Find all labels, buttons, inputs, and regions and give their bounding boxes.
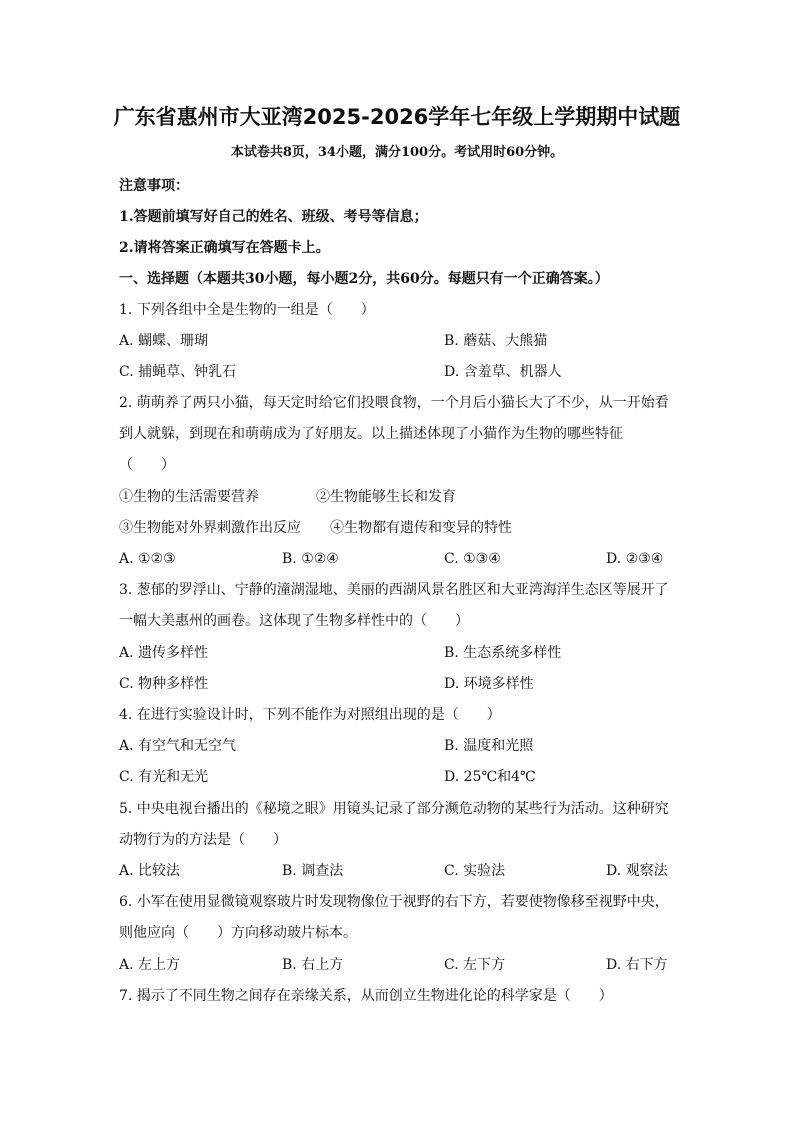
q2-statement-3: ③生物能对外界刺激作出反应 xyxy=(119,520,301,536)
q3-option-a: A. 遗传多样性 xyxy=(119,645,209,661)
q5-option-d: D. 观察法 xyxy=(606,863,668,879)
q3-option-b: B. 生态系统多样性 xyxy=(444,645,562,661)
q2-statement-2: ②生物能够生长和发育 xyxy=(316,489,456,505)
page-title: 广东省惠州市大亚湾2025-2026学年七年级上学期期中试题 xyxy=(113,105,681,129)
q6-option-b: B. 右上方 xyxy=(282,957,344,973)
question-2-stem-line-1: 2. 萌萌养了两只小猫，每天定时给它们投喂食物，一个月后小猫长大了不少，从一开始看 xyxy=(119,395,669,411)
note-item-2: 2.请将答案正确填写在答题卡上。 xyxy=(119,240,330,256)
q2-option-a: A. ①②③ xyxy=(119,551,176,567)
notes-heading: 注意事项： xyxy=(119,178,189,194)
q3-option-d: D. 环境多样性 xyxy=(444,676,534,692)
q4-option-a: A. 有空气和无空气 xyxy=(119,738,237,754)
q1-option-d: D. 含羞草、机器人 xyxy=(444,364,562,380)
exam-info: 本试卷共8页，34小题，满分100分。考试用时60分钟。 xyxy=(230,145,564,160)
q2-option-b: B. ①②④ xyxy=(282,551,339,567)
question-1-stem: 1. 下列各组中全是生物的一组是（ ） xyxy=(119,302,375,318)
q1-option-c: C. 捕蝇草、钟乳石 xyxy=(119,364,237,380)
q2-statement-4: ④生物都有遗传和变异的特性 xyxy=(330,520,512,536)
question-5-stem-line-1: 5. 中央电视台播出的《秘境之眼》用镜头记录了部分濒危动物的某些行为活动。这种研究 xyxy=(119,801,669,817)
q4-option-b: B. 温度和光照 xyxy=(444,738,534,754)
question-7-stem: 7. 揭示了不同生物之间存在亲缘关系，从而创立生物进化论的科学家是（ ） xyxy=(119,988,613,1004)
q3-option-c: C. 物种多样性 xyxy=(119,676,209,692)
question-3-stem-line-2: 一幅大美惠州的画卷。这体现了生物多样性中的（ ） xyxy=(119,613,469,629)
q5-option-c: C. 实验法 xyxy=(444,863,506,879)
q5-option-b: B. 调查法 xyxy=(282,863,344,879)
question-2-stem-line-2: 到人就躲，到现在和萌萌成为了好朋友。以上描述体现了小猫作为生物的哪些特征 xyxy=(119,426,623,442)
q2-option-d: D. ②③④ xyxy=(606,551,664,567)
q4-option-d: D. 25℃和4℃ xyxy=(444,769,536,785)
q5-option-a: A. 比较法 xyxy=(119,863,181,879)
note-item-1: 1.答题前填写好自己的姓名、班级、考号等信息； xyxy=(119,209,428,225)
q1-option-b: B. 蘑菇、大熊猫 xyxy=(444,333,548,349)
question-5-stem-line-2: 动物行为的方法是（ ） xyxy=(119,832,287,848)
q6-option-c: C. 左下方 xyxy=(444,957,506,973)
q6-option-a: A. 左上方 xyxy=(119,957,181,973)
q1-option-a: A. 蝴蝶、珊瑚 xyxy=(119,333,209,349)
question-6-stem-line-2: 则他应向（ ）方向移动玻片标本。 xyxy=(119,925,357,941)
question-4-stem: 4. 在进行实验设计时，下列不能作为对照组出现的是（ ） xyxy=(119,707,501,723)
q2-statement-1: ①生物的生活需要营养 xyxy=(119,489,259,505)
question-6-stem-line-1: 6. 小军在使用显微镜观察玻片时发现物像位于视野的右下方，若要使物像移至视野中央， xyxy=(119,894,669,910)
q4-option-c: C. 有光和无光 xyxy=(119,769,209,785)
question-3-stem-line-1: 3. 葱郁的罗浮山、宁静的潼湖湿地、美丽的西湖风景名胜区和大亚湾海洋生态区等展开了 xyxy=(119,582,669,598)
q2-option-c: C. ①③④ xyxy=(444,551,501,567)
q6-option-d: D. 右下方 xyxy=(606,957,668,973)
question-2-stem-line-3: （ ） xyxy=(119,457,175,473)
section-heading: 一、选择题（本题共30小题，每小题2分，共60分。每题只有一个正确答案。） xyxy=(119,271,609,287)
